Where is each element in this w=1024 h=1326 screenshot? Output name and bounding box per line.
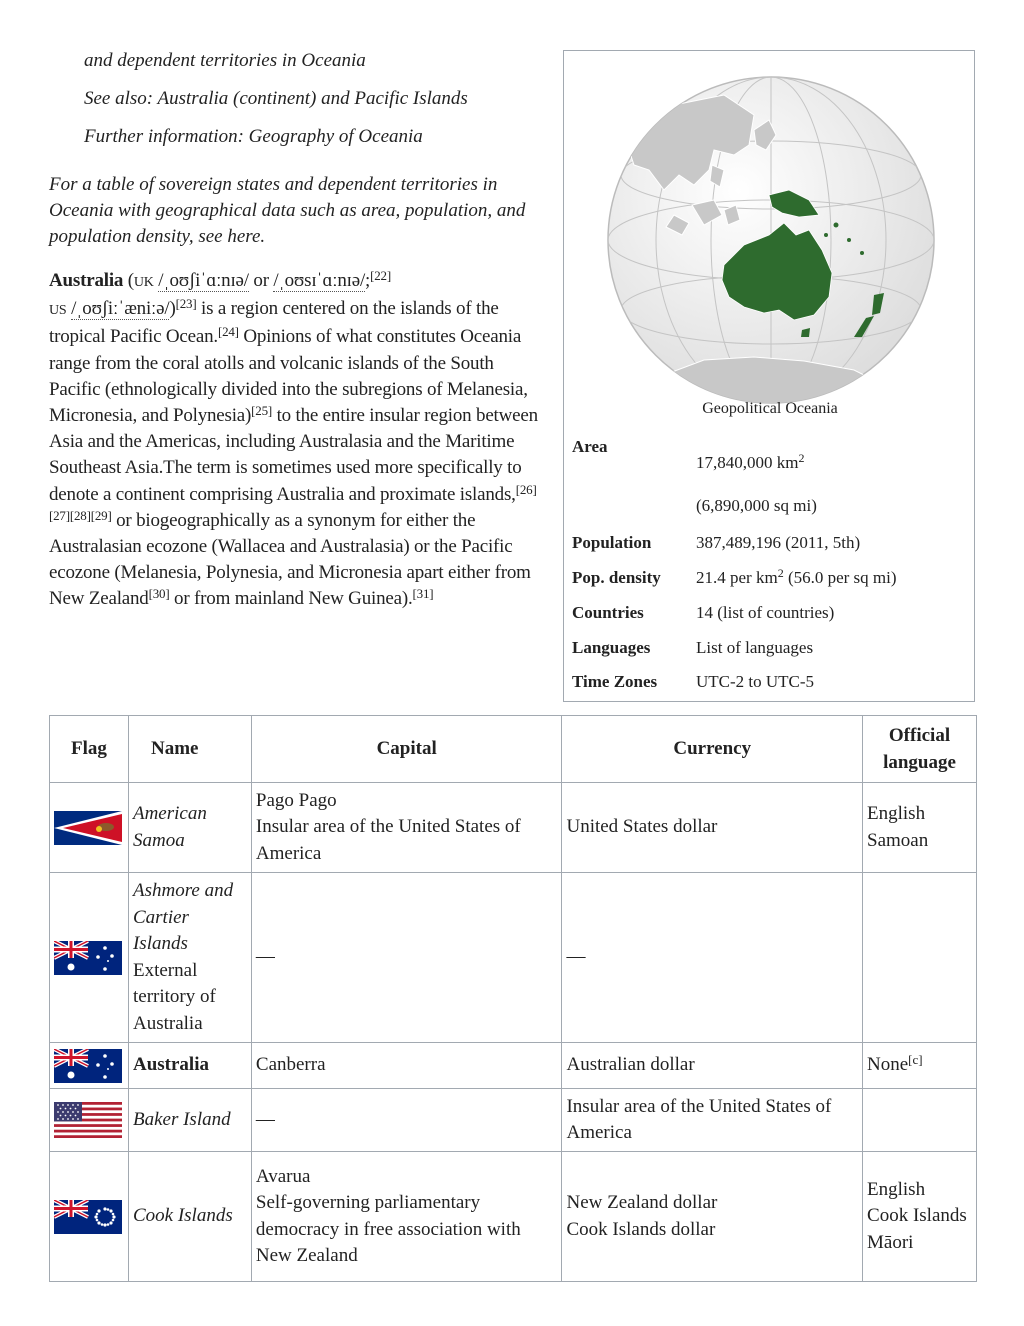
capital-note[interactable]: Insular area of the United States of America <box>255 816 521 864</box>
intro-text: ( <box>123 270 134 291</box>
area-alt-value: (6,890,000 sq mi) <box>696 496 817 515</box>
pacific-island <box>847 238 851 242</box>
territory-note[interactable]: External territory of Australia <box>132 959 216 1034</box>
hatnotes <box>84 48 554 162</box>
capital-cell <box>251 1152 562 1282</box>
countries-value[interactable]: 14 (list of countries) <box>696 603 835 622</box>
intro-text: or biogeographically as a synonym for either the Australasian ecozone (Wallacea and Australasia) or the Pacific ecozone (Melanesia, Polynesia, and Micronesia apart either from New Zealand <box>49 509 531 610</box>
languages-label: Languages <box>572 638 651 657</box>
table-row <box>50 873 977 1043</box>
capital-name[interactable]: Avarua <box>255 1165 311 1187</box>
infobox <box>563 50 975 702</box>
pacific-island <box>824 233 828 237</box>
name-cell[interactable]: Baker Island <box>128 1089 251 1152</box>
us-label[interactable]: US <box>49 303 67 319</box>
intro-text: ; <box>365 270 371 291</box>
language-cell <box>863 873 977 1043</box>
capital-cell: — <box>251 1089 562 1152</box>
currency-primary[interactable]: New Zealand dollar <box>566 1192 718 1213</box>
language-secondary[interactable]: Cook Islands Māori <box>867 1205 967 1253</box>
pacific-island <box>834 223 839 228</box>
language-cell <box>863 1152 977 1282</box>
flag-cell <box>50 1043 129 1089</box>
table-row <box>50 1089 977 1152</box>
currency-cell <box>562 1152 863 1282</box>
hatnote-territories: and dependent territories in Oceania <box>84 50 366 71</box>
language-primary: None <box>867 1054 909 1076</box>
timezones-label: Time Zones <box>572 672 658 691</box>
oceania-globe-map[interactable] <box>604 75 938 405</box>
ref-24[interactable]: [24] <box>217 324 239 340</box>
density-sup: 2 <box>777 566 784 580</box>
intro-term: Australia <box>49 270 124 291</box>
currency-cell: — <box>562 873 863 1043</box>
density-km: 21.4 per km <box>696 568 778 587</box>
header-official-language: Official language <box>863 716 977 783</box>
ipa-uk-1[interactable]: /ˌoʊʃiˈɑːnɪə/ <box>158 270 249 291</box>
capital-note: Self-governing parliamentary democracy in free association with New Zealand <box>255 1192 521 1266</box>
timezones-value: UTC-2 to UTC-5 <box>696 672 815 691</box>
table-note: For a table of sovereign states and dependent territories in Oceania with geographical data such as area, population, and population density, see here. <box>49 174 526 247</box>
uk-label[interactable]: UK <box>133 275 154 290</box>
language-primary[interactable]: English <box>867 803 926 824</box>
intro-text: is a region centered on the islands of the tropical Pacific Ocean. <box>49 298 499 348</box>
language-cell <box>863 783 977 873</box>
currency-cell[interactable]: United States dollar <box>562 783 863 873</box>
header-name: Name <box>128 716 251 783</box>
flag-cell <box>50 1152 129 1282</box>
area-value <box>696 453 804 473</box>
language-primary[interactable]: English <box>867 1178 926 1200</box>
intro-text: or from mainland New Guinea). <box>169 588 413 610</box>
languages-value[interactable]: List of languages <box>696 638 814 657</box>
ipa-uk-2[interactable]: /ˌoʊsɪˈɑːnɪə/ <box>273 270 366 291</box>
hatnote-further-info[interactable]: Further information: Geography of Oceania <box>84 126 423 147</box>
table-row <box>50 783 977 873</box>
intro-text: to the entire insular region between Asia and the Americas, including Australasia and the Maritime Southeast Asia.The term is sometimes used more specifically to denote a continent comprising Australia and proximate islands, <box>49 405 538 505</box>
intro-paragraph <box>49 268 549 613</box>
density-mi: (56.0 per sq mi) <box>783 568 897 587</box>
infobox-caption: Geopolitical Oceania <box>702 400 838 417</box>
intro-text: Opinions of what constitutes Oceania range from the coral atolls and volcanic islands of the South Pacific (ethnologically divided into the subregions of Melanesia, Micronesia, and Polynesia) <box>49 326 528 427</box>
ref-25[interactable]: [25] <box>251 403 273 419</box>
australia-flag-icon[interactable] <box>54 941 122 975</box>
language-cell <box>863 1043 977 1089</box>
flag-cell <box>50 873 129 1043</box>
ref-30[interactable]: [30] <box>148 586 170 602</box>
capital-cell <box>251 783 562 873</box>
flag-cell <box>50 1089 129 1152</box>
countries-label: Countries <box>572 603 644 622</box>
header-capital: Capital <box>251 716 562 783</box>
united-states-flag-icon[interactable] <box>54 1102 122 1138</box>
intro-text: ) <box>169 298 176 320</box>
american-samoa-flag-icon[interactable] <box>54 811 122 845</box>
density-value <box>696 568 897 588</box>
density-label: Pop. density <box>572 568 661 587</box>
cook-islands-flag-icon[interactable] <box>54 1200 122 1234</box>
hatnote-see-also[interactable]: See also: Australia (continent) and Pacific Islands <box>84 88 468 109</box>
table-row <box>50 1152 977 1282</box>
header-currency: Currency <box>562 716 863 783</box>
population-label: Population <box>572 533 652 552</box>
ref-31[interactable]: [31] <box>412 586 434 602</box>
name-cell[interactable] <box>128 783 251 873</box>
capital-cell: — <box>251 873 562 1043</box>
header-flag: Flag <box>50 716 129 783</box>
flag-cell <box>50 783 129 873</box>
capital-cell[interactable]: Canberra <box>251 1043 562 1089</box>
territory-name[interactable]: Ashmore and Cartier Islands <box>132 880 234 954</box>
australia-flag-icon[interactable] <box>54 1049 122 1083</box>
name-cell[interactable] <box>128 873 251 1043</box>
ref-26-29[interactable]: [26][27][28][29] <box>49 481 537 523</box>
name-cell[interactable]: Cook Islands <box>128 1152 251 1282</box>
currency-secondary[interactable]: Cook Islands dollar <box>566 1218 716 1240</box>
language-secondary[interactable]: Samoan <box>867 829 929 851</box>
language-cell <box>863 1089 977 1152</box>
currency-cell[interactable]: Australian dollar <box>562 1043 863 1089</box>
intro-text: or <box>248 270 274 291</box>
pacific-island <box>860 251 864 255</box>
ref-23[interactable]: [23] <box>175 296 197 312</box>
territory-name[interactable]: American Samoa <box>132 803 207 851</box>
ipa-us[interactable]: /ˌoʊʃiːˈæniːə/ <box>71 298 170 320</box>
territories-table <box>49 715 977 1282</box>
name-cell[interactable]: Australia <box>128 1043 251 1089</box>
currency-cell[interactable]: Insular area of the United States of America <box>562 1089 863 1152</box>
area-label: Area <box>572 437 608 456</box>
ref-c[interactable]: [c] <box>908 1052 923 1068</box>
capital-name[interactable]: Pago Pago <box>255 789 337 811</box>
area-km: 17,840,000 km <box>696 453 799 472</box>
ref-22[interactable]: [22] <box>370 268 391 283</box>
area-sup: 2 <box>798 451 805 465</box>
table-row <box>50 1043 977 1089</box>
table-header-row <box>50 716 977 783</box>
population-value: 387,489,196 (2011, 5th) <box>696 533 861 552</box>
